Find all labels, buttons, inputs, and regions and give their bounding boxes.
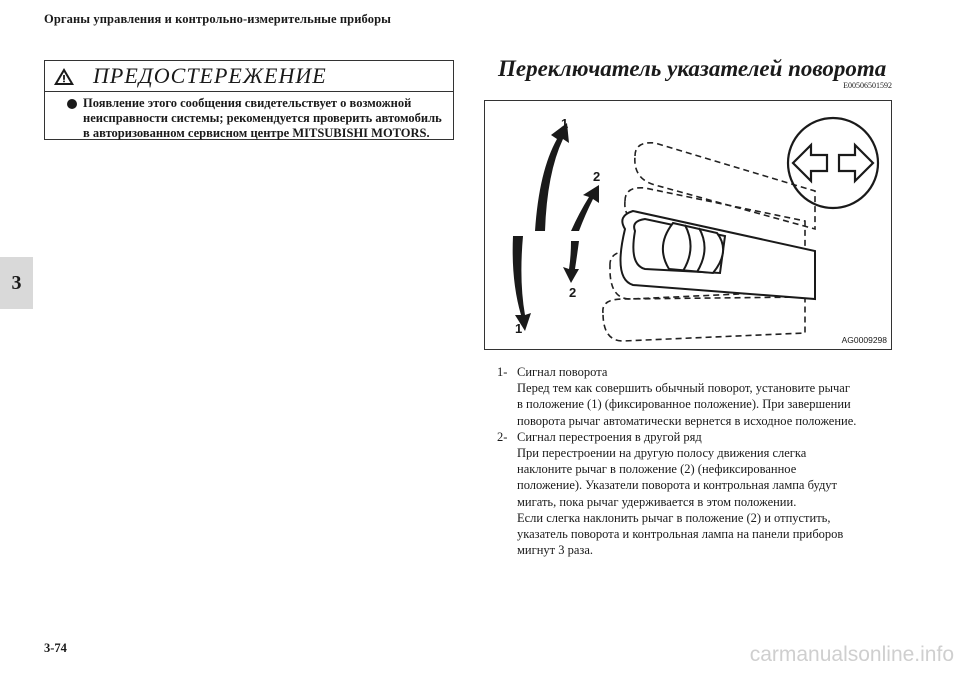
turn-signal-arrows-icon bbox=[788, 118, 878, 208]
description-line: Перед тем как совершить обычный поворот, установите рычаг bbox=[517, 381, 850, 396]
arrow-position-1-down-icon bbox=[513, 236, 531, 331]
section-title: Переключатель указателей поворота bbox=[498, 56, 887, 81]
warning-text bbox=[83, 96, 442, 141]
warning-body bbox=[45, 92, 453, 141]
page-number: 3-74 bbox=[44, 641, 67, 655]
label-position-1-bottom: 1 bbox=[515, 321, 523, 336]
description-line: в положение (1) (фиксированное положение). При завершении bbox=[517, 397, 851, 412]
description-line: указатель поворота и контрольная лампа на панели приборов bbox=[517, 527, 844, 542]
description-line: Сигнал перестроения в другой ряд bbox=[517, 429, 702, 444]
warning-line: неисправности системы; рекомендуется проверить автомобиль bbox=[83, 111, 442, 125]
description-line: положение). Указатели поворота и контрольная лампа будут bbox=[517, 478, 838, 493]
label-position-2-top: 2 bbox=[593, 169, 601, 184]
description-text bbox=[517, 429, 843, 559]
description-line: поворота рычаг автоматически вернется в исходное положение. bbox=[517, 413, 857, 428]
bullet-icon bbox=[67, 99, 77, 109]
description-item bbox=[497, 429, 897, 559]
description-list bbox=[497, 364, 897, 558]
description-text bbox=[517, 364, 856, 429]
turn-signal-lever bbox=[621, 211, 816, 299]
label-position-1-top: 1 bbox=[561, 116, 569, 131]
label-position-2-bottom: 2 bbox=[569, 285, 577, 300]
arrow-position-2-down-icon bbox=[563, 241, 579, 283]
description-line: При перестроении на другую полосу движения слегка bbox=[517, 446, 807, 461]
arrow-position-2-up-icon bbox=[571, 185, 599, 231]
description-line: наклоните рычаг в положение (2) (нефиксированное bbox=[517, 462, 797, 477]
arrow-position-1-up-icon bbox=[535, 123, 569, 231]
description-line: Если слегка наклонить рычаг в положение (2) и отпустить, bbox=[517, 510, 831, 525]
chapter-tab: 3 bbox=[0, 257, 33, 309]
page-header-title: Органы управления и контрольно-измерительные приборы bbox=[44, 12, 391, 26]
description-line: мигать, пока рычаг удерживается в этом положении. bbox=[517, 494, 797, 509]
turn-signal-lever-illustration bbox=[485, 101, 893, 351]
warning-title: ПРЕДОСТЕРЕЖЕНИЕ bbox=[93, 63, 327, 88]
description-number: 2- bbox=[497, 429, 508, 444]
description-line: Сигнал поворота bbox=[517, 365, 608, 379]
description-line: мигнут 3 раза. bbox=[517, 543, 594, 558]
figure-code: AG0009298 bbox=[841, 335, 887, 345]
warning-line: Появление этого сообщения свидетельствует о возможной bbox=[83, 96, 412, 110]
turn-signal-lever-figure bbox=[484, 100, 892, 350]
warning-line: в авторизованном сервисном центре MITSUBISHI MOTORS. bbox=[83, 126, 430, 140]
warning-header bbox=[45, 61, 453, 92]
watermark: carmanualsonline.info bbox=[749, 643, 954, 666]
lever-position-down-outline bbox=[603, 297, 805, 341]
description-number: 1- bbox=[497, 365, 508, 379]
warning-triangle-icon bbox=[45, 67, 83, 86]
section-code: E00506501592 bbox=[843, 81, 892, 90]
description-item bbox=[497, 364, 897, 429]
warning-box bbox=[44, 60, 454, 140]
